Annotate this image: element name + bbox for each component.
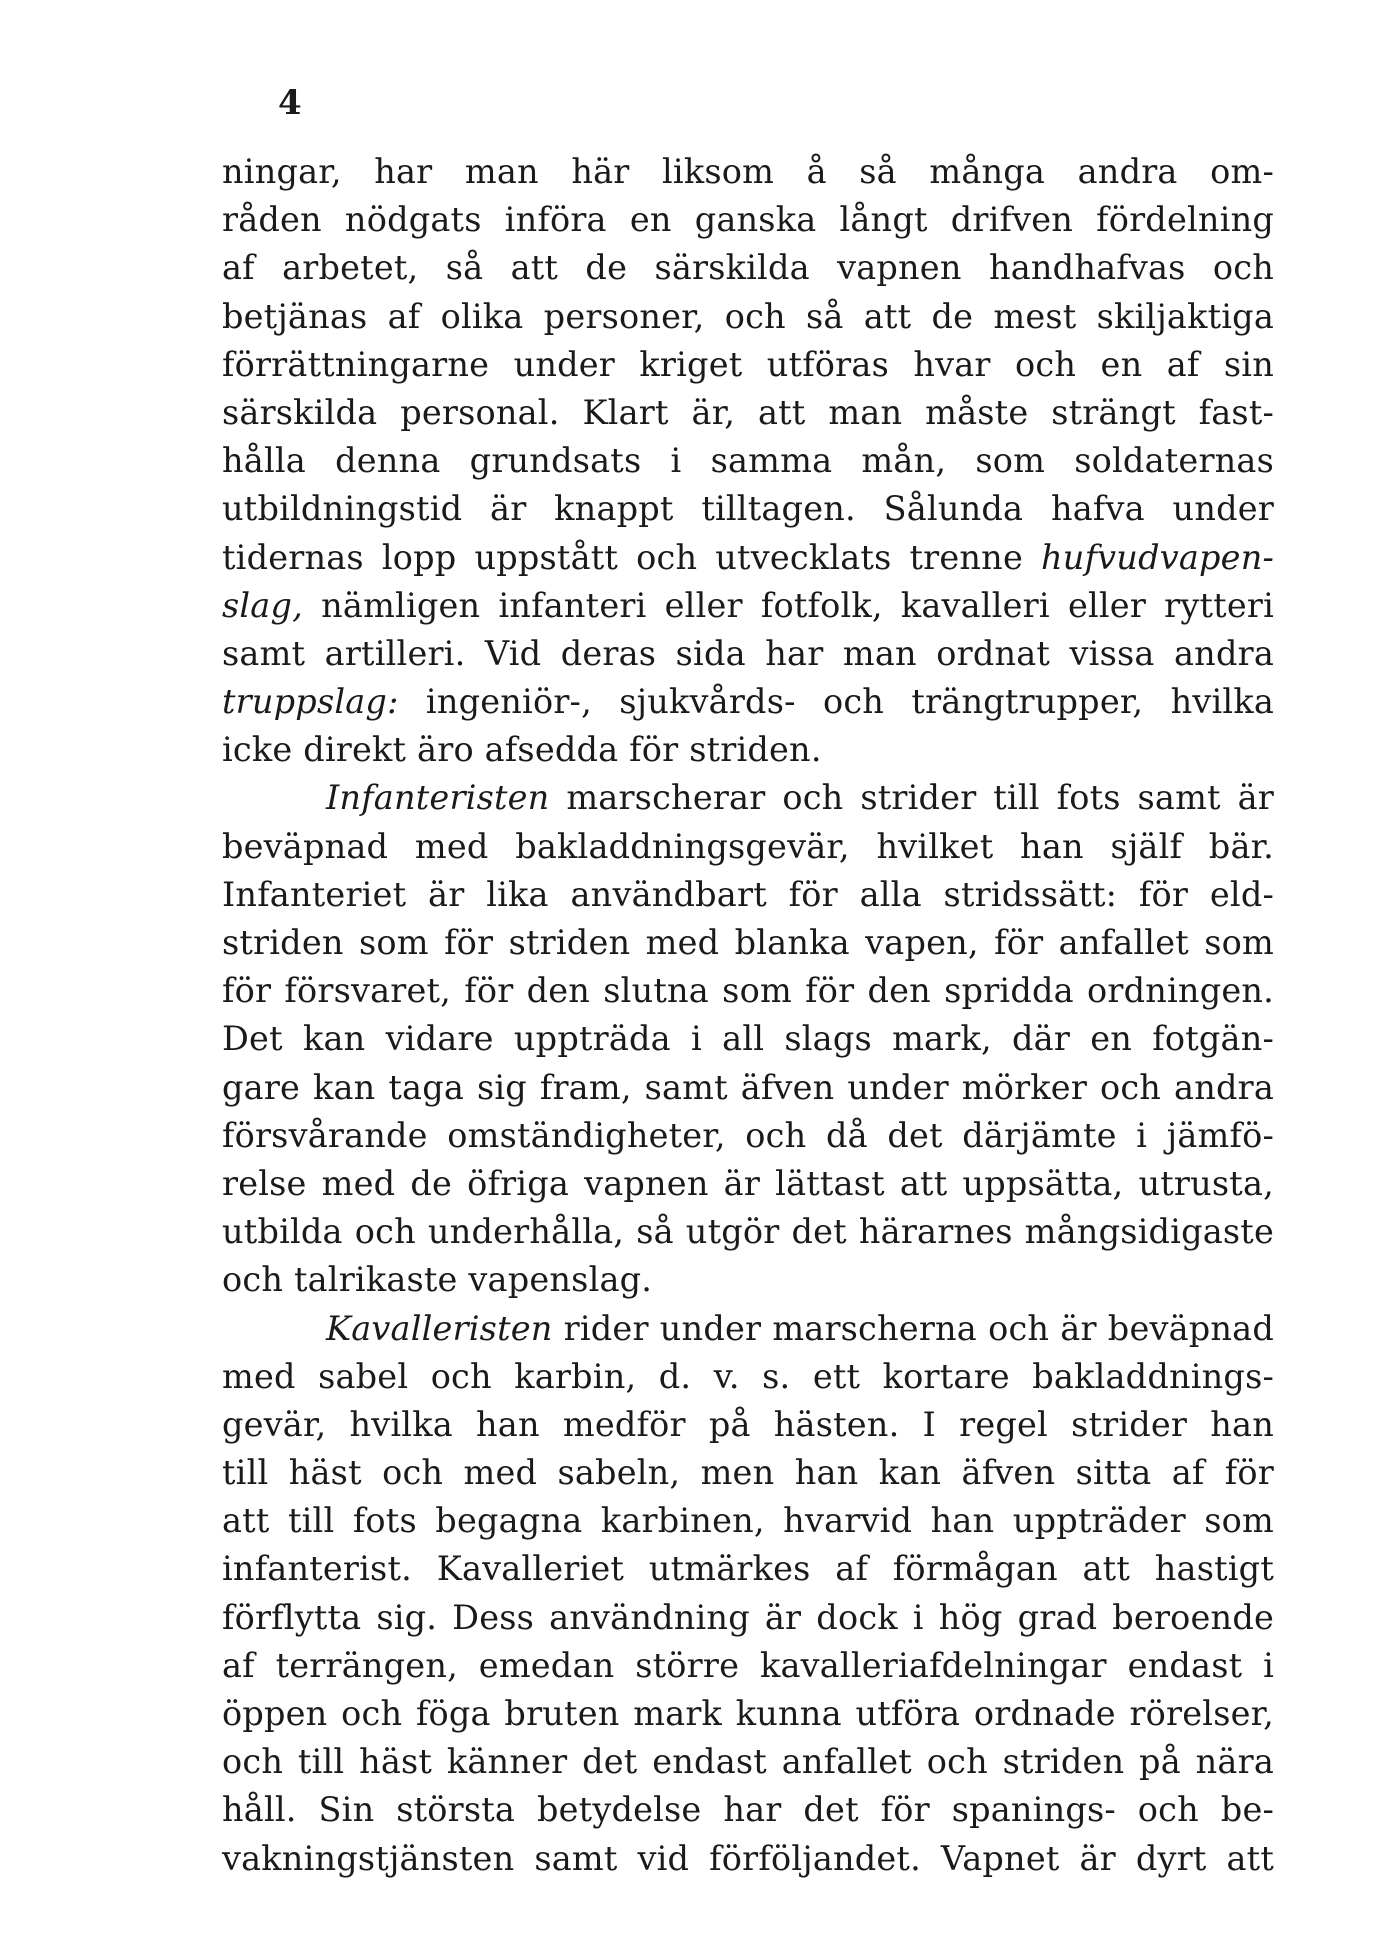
text-line <box>222 437 1274 485</box>
text-line <box>222 1401 1274 1449</box>
italic-term: Kavalleristen <box>326 1308 553 1348</box>
text-line <box>222 293 1274 341</box>
text-run: samt artilleri. Vid deras sida har man ordnat vissa andra <box>222 633 1274 673</box>
text-run: till häst och med sabeln, men han kan äfven sitta af för <box>222 1453 1274 1493</box>
text-line <box>222 1160 1274 1208</box>
text-run: nämligen infanteri eller fotfolk, kavalleri eller rytteri <box>302 585 1274 625</box>
italic-term: truppslag: <box>222 682 399 722</box>
text-run: Det kan vidare uppträda i all slags mark, där en fotgän- <box>222 1019 1274 1059</box>
text-line <box>222 1642 1274 1690</box>
text-run: infanterist. Kavalleriet utmärkes af förmågan att hastigt <box>222 1549 1274 1589</box>
text-line <box>222 1497 1274 1545</box>
text-line <box>222 148 1274 196</box>
text-run: ningar, har man här liksom å så många andra om- <box>222 152 1274 191</box>
text-run: striden som för striden med blanka vapen, för anfallet som <box>222 923 1274 962</box>
text-line <box>222 389 1274 437</box>
page-number: 4 <box>278 83 302 123</box>
text-line <box>222 919 1274 967</box>
text-run: försvårande omständigheter, och då det därjämte i jämfö- <box>222 1115 1274 1155</box>
text-run: icke direkt äro afsedda för striden. <box>222 730 822 770</box>
text-run: att till fots begagna karbinen, hvarvid han uppträder som <box>222 1501 1274 1541</box>
text-line <box>222 244 1274 292</box>
body-text <box>222 148 1274 1883</box>
text-run: af terrängen, emedan större kavalleriafdelningar endast i <box>222 1645 1274 1685</box>
text-line <box>222 1545 1274 1593</box>
text-run: råden nödgats införa en ganska långt drifven fördelning <box>222 200 1274 240</box>
text-line <box>222 823 1274 871</box>
italic-term: hufvudvapen- <box>1041 537 1274 577</box>
text-line <box>222 871 1274 919</box>
text-run: gevär, hvilka han medför på hästen. I regel strider han <box>222 1404 1274 1444</box>
text-line <box>222 630 1274 678</box>
text-run: utbildningstid är knappt tilltagen. Sålunda hafva under <box>222 489 1274 529</box>
text-line <box>222 1256 1274 1304</box>
text-line <box>222 582 1274 630</box>
text-run: för försvaret, för den slutna som för den spridda ordningen. <box>222 971 1274 1011</box>
text-run: särskilda personal. Klart är, att man måste strängt fast- <box>222 392 1274 432</box>
text-run: och talrikaste vapenslag. <box>222 1260 653 1300</box>
text-line <box>222 1835 1274 1883</box>
text-run: håll. Sin största betydelse har det för spanings- och be- <box>222 1790 1274 1830</box>
text-run: tidernas lopp uppstått och utvecklats trenne <box>222 537 1042 577</box>
text-run: Infanteriet är lika användbart för alla stridssätt: för eld- <box>222 874 1274 914</box>
text-line <box>222 726 1274 774</box>
text-run: med sabel och karbin, d. v. s. ett kortare bakladdnings- <box>222 1356 1274 1396</box>
text-run: öppen och föga bruten mark kunna utföra ordnade rörelser, <box>222 1694 1274 1733</box>
text-line <box>222 774 1274 822</box>
text-line <box>222 1112 1274 1160</box>
text-line <box>222 678 1274 726</box>
text-run: förrättningarne under kriget utföras hvar och en af sin <box>222 344 1274 384</box>
text-line <box>222 1690 1274 1738</box>
text-line <box>222 341 1274 389</box>
text-run: och till häst känner det endast anfallet och striden på nära <box>222 1742 1274 1782</box>
text-line <box>222 485 1274 533</box>
text-run: ingeniör-, sjukvårds- och trängtrupper, hvilka <box>398 682 1274 722</box>
italic-term: Infanteristen <box>326 778 550 818</box>
text-line <box>222 534 1274 582</box>
text-run: vakningstjänsten samt vid förföljandet. Vapnet är dyrt att <box>222 1838 1274 1878</box>
text-run: utbilda och underhålla, så utgör det härarnes mångsidigaste <box>222 1212 1274 1252</box>
text-line <box>222 1449 1274 1497</box>
text-run: betjänas af olika personer, och så att de mest skiljaktiga <box>222 296 1274 336</box>
text-run: marscherar och strider till fots samt är <box>549 778 1274 818</box>
text-line <box>222 967 1274 1015</box>
text-line <box>222 1738 1274 1786</box>
text-line <box>222 1786 1274 1834</box>
text-run: gare kan taga sig fram, samt äfven under mörker och andra <box>222 1067 1274 1107</box>
text-run: förflytta sig. Dess användning är dock i hög grad beroende <box>222 1597 1274 1637</box>
text-line <box>222 1064 1274 1112</box>
text-line <box>222 1353 1274 1401</box>
text-run: af arbetet, så att de särskilda vapnen handhafvas och <box>222 248 1274 288</box>
text-line <box>222 1015 1274 1063</box>
text-run: beväpnad med bakladdningsgevär, hvilket han själf bär. <box>222 826 1274 866</box>
text-line <box>222 196 1274 244</box>
text-run: rider under marscherna och är beväpnad <box>552 1308 1274 1348</box>
text-line <box>222 1208 1274 1256</box>
text-run: relse med de öfriga vapnen är lättast att uppsätta, utrusta, <box>222 1163 1274 1203</box>
text-line <box>222 1594 1274 1642</box>
text-line <box>222 1305 1274 1353</box>
italic-term: slag, <box>222 585 303 625</box>
text-run: hålla denna grundsats i samma mån, som soldaternas <box>222 441 1274 481</box>
